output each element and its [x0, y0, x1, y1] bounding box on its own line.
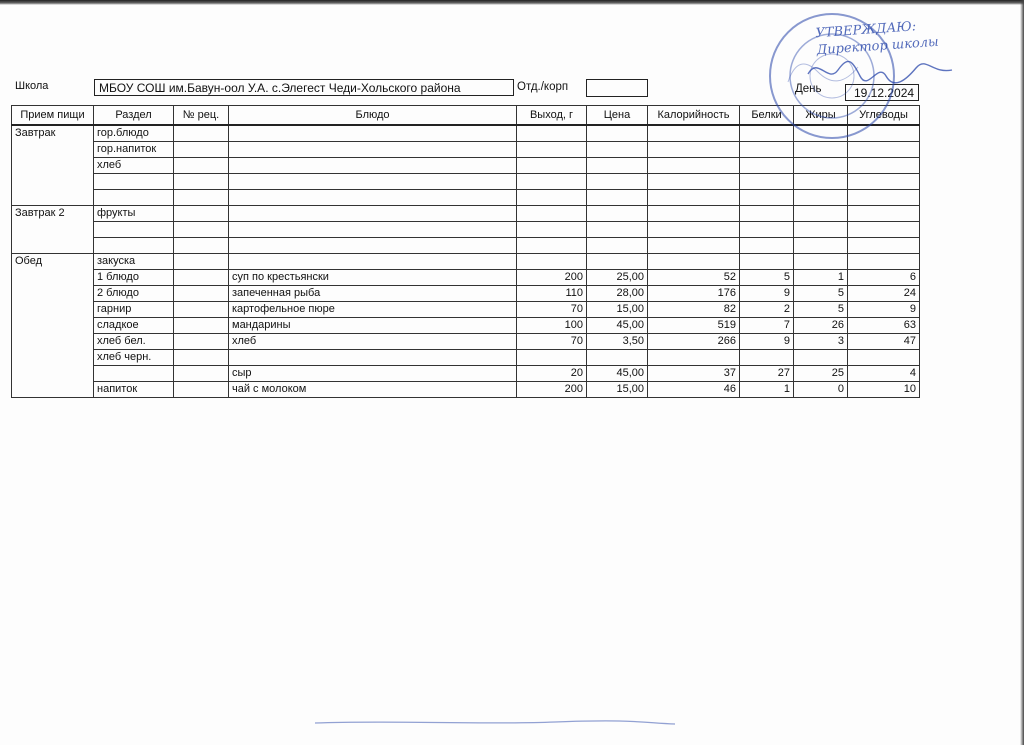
table-row	[12, 142, 920, 158]
scan-edge-top	[0, 0, 1024, 5]
meal-cell: Завтрак 2	[12, 206, 94, 254]
section-cell: сладкое	[94, 318, 174, 334]
yield-cell	[517, 238, 587, 254]
rec-cell	[174, 350, 229, 366]
section-cell	[94, 238, 174, 254]
section-cell: хлеб черн.	[94, 350, 174, 366]
dish-cell	[229, 206, 517, 222]
dish-cell: хлеб	[229, 334, 517, 350]
carbs-cell: 63	[848, 318, 920, 334]
rec-cell	[174, 302, 229, 318]
section-cell: хлеб бел.	[94, 334, 174, 350]
yield-cell: 110	[517, 286, 587, 302]
dish-cell	[229, 174, 517, 190]
table-row	[12, 334, 920, 350]
protein-cell: 2	[740, 302, 794, 318]
fat-cell: 25	[794, 366, 848, 382]
kcal-cell: 46	[648, 382, 740, 398]
kcal-cell	[648, 254, 740, 270]
price-cell	[587, 238, 648, 254]
carbs-cell	[848, 238, 920, 254]
yield-cell	[517, 254, 587, 270]
kcal-cell	[648, 350, 740, 366]
carbs-cell: 10	[848, 382, 920, 398]
kcal-cell: 266	[648, 334, 740, 350]
rec-cell	[174, 125, 229, 142]
table-row	[12, 270, 920, 286]
dish-cell	[229, 142, 517, 158]
dish-cell	[229, 238, 517, 254]
carbs-cell	[848, 190, 920, 206]
protein-cell: 27	[740, 366, 794, 382]
protein-cell: 7	[740, 318, 794, 334]
section-cell: фрукты	[94, 206, 174, 222]
rec-cell	[174, 366, 229, 382]
column-header: Цена	[587, 106, 648, 126]
yield-cell	[517, 206, 587, 222]
column-header: Выход, г	[517, 106, 587, 126]
yield-cell: 100	[517, 318, 587, 334]
dish-cell	[229, 190, 517, 206]
protein-cell: 9	[740, 286, 794, 302]
carbs-cell	[848, 142, 920, 158]
kcal-cell: 82	[648, 302, 740, 318]
kcal-cell	[648, 142, 740, 158]
table-row	[12, 286, 920, 302]
price-cell	[587, 350, 648, 366]
price-cell: 15,00	[587, 382, 648, 398]
dish-cell: мандарины	[229, 318, 517, 334]
fat-cell	[794, 222, 848, 238]
price-cell: 3,50	[587, 334, 648, 350]
meal-cell: Завтрак	[12, 125, 94, 206]
rec-cell	[174, 382, 229, 398]
price-cell: 28,00	[587, 286, 648, 302]
table-row	[12, 206, 920, 222]
kcal-cell	[648, 125, 740, 142]
column-header: Раздел	[94, 106, 174, 126]
kcal-cell	[648, 158, 740, 174]
yield-cell: 70	[517, 334, 587, 350]
table-row	[12, 158, 920, 174]
fat-cell	[794, 206, 848, 222]
price-cell: 15,00	[587, 302, 648, 318]
dish-cell: чай с молоком	[229, 382, 517, 398]
yield-cell: 200	[517, 270, 587, 286]
carbs-cell	[848, 158, 920, 174]
school-name-field: МБОУ СОШ им.Бавун-оол У.А. с.Элегест Чеди-Хольского района	[94, 79, 514, 96]
fat-cell	[794, 158, 848, 174]
kcal-cell: 519	[648, 318, 740, 334]
stamp-text: УТВЕРЖДАЮ: Директор школы	[815, 19, 940, 59]
dish-cell: запеченная рыба	[229, 286, 517, 302]
dish-cell	[229, 222, 517, 238]
fat-cell	[794, 190, 848, 206]
rec-cell	[174, 286, 229, 302]
dish-cell	[229, 158, 517, 174]
fat-cell: 5	[794, 302, 848, 318]
section-cell	[94, 174, 174, 190]
section-cell	[94, 222, 174, 238]
yield-cell: 200	[517, 382, 587, 398]
rec-cell	[174, 254, 229, 270]
section-cell: гор.блюдо	[94, 125, 174, 142]
carbs-cell: 4	[848, 366, 920, 382]
carbs-cell	[848, 254, 920, 270]
dish-cell	[229, 254, 517, 270]
protein-cell	[740, 158, 794, 174]
dish-cell	[229, 125, 517, 142]
otd-label: Отд./корп	[517, 81, 569, 93]
fat-cell	[794, 174, 848, 190]
yield-cell: 70	[517, 302, 587, 318]
column-header: Блюдо	[229, 106, 517, 126]
price-cell	[587, 158, 648, 174]
price-cell	[587, 222, 648, 238]
rec-cell	[174, 142, 229, 158]
protein-cell	[740, 254, 794, 270]
section-cell: напиток	[94, 382, 174, 398]
fat-cell: 3	[794, 334, 848, 350]
otd-field	[586, 79, 648, 97]
column-header: Прием пищи	[12, 106, 94, 126]
kcal-cell	[648, 222, 740, 238]
carbs-cell: 6	[848, 270, 920, 286]
section-cell	[94, 366, 174, 382]
price-cell	[587, 206, 648, 222]
price-cell	[587, 142, 648, 158]
protein-cell: 9	[740, 334, 794, 350]
signature-icon	[806, 54, 956, 84]
fat-cell	[794, 142, 848, 158]
rec-cell	[174, 190, 229, 206]
school-label: Школа	[15, 80, 49, 92]
price-cell	[587, 125, 648, 142]
rec-cell	[174, 206, 229, 222]
yield-cell: 20	[517, 366, 587, 382]
table-row	[12, 238, 920, 254]
dish-cell: суп по крестьянски	[229, 270, 517, 286]
yield-cell	[517, 125, 587, 142]
fat-cell: 1	[794, 270, 848, 286]
section-cell	[94, 190, 174, 206]
fat-cell	[794, 254, 848, 270]
carbs-cell	[848, 350, 920, 366]
column-header: Белки	[740, 106, 794, 126]
yield-cell	[517, 158, 587, 174]
dish-cell	[229, 350, 517, 366]
table-row	[12, 222, 920, 238]
carbs-cell: 47	[848, 334, 920, 350]
section-cell: закуска	[94, 254, 174, 270]
column-header: Калорийность	[648, 106, 740, 126]
protein-cell	[740, 142, 794, 158]
table-row	[12, 302, 920, 318]
protein-cell	[740, 222, 794, 238]
section-cell: хлеб	[94, 158, 174, 174]
carbs-cell	[848, 222, 920, 238]
table-row	[12, 190, 920, 206]
fat-cell	[794, 350, 848, 366]
table-row	[12, 174, 920, 190]
fat-cell: 26	[794, 318, 848, 334]
kcal-cell: 176	[648, 286, 740, 302]
column-header: № рец.	[174, 106, 229, 126]
price-cell: 45,00	[587, 366, 648, 382]
price-cell: 45,00	[587, 318, 648, 334]
rec-cell	[174, 270, 229, 286]
kcal-cell: 52	[648, 270, 740, 286]
rec-cell	[174, 334, 229, 350]
kcal-cell	[648, 206, 740, 222]
dish-cell: сыр	[229, 366, 517, 382]
carbs-cell	[848, 206, 920, 222]
rec-cell	[174, 158, 229, 174]
table-row	[12, 254, 920, 270]
price-cell	[587, 254, 648, 270]
column-header: Углеводы	[848, 106, 920, 126]
meal-cell: Обед	[12, 254, 94, 398]
fat-cell: 5	[794, 286, 848, 302]
day-label: День	[795, 83, 822, 95]
table-row	[12, 350, 920, 366]
section-cell: гарнир	[94, 302, 174, 318]
scan-edge-right	[1020, 0, 1024, 745]
yield-cell	[517, 350, 587, 366]
kcal-cell	[648, 174, 740, 190]
protein-cell	[740, 206, 794, 222]
protein-cell	[740, 238, 794, 254]
protein-cell	[740, 190, 794, 206]
protein-cell: 5	[740, 270, 794, 286]
menu-table	[11, 105, 920, 398]
carbs-cell: 24	[848, 286, 920, 302]
table-row	[12, 318, 920, 334]
menu-table-body	[12, 125, 920, 398]
dish-cell: картофельное пюре	[229, 302, 517, 318]
kcal-cell: 37	[648, 366, 740, 382]
price-cell	[587, 174, 648, 190]
rec-cell	[174, 222, 229, 238]
yield-cell	[517, 222, 587, 238]
kcal-cell	[648, 238, 740, 254]
rec-cell	[174, 174, 229, 190]
fat-cell: 0	[794, 382, 848, 398]
protein-cell: 1	[740, 382, 794, 398]
yield-cell	[517, 142, 587, 158]
rec-cell	[174, 318, 229, 334]
rec-cell	[174, 238, 229, 254]
protein-cell	[740, 350, 794, 366]
section-cell: 1 блюдо	[94, 270, 174, 286]
table-row	[12, 382, 920, 398]
section-cell: 2 блюдо	[94, 286, 174, 302]
price-cell	[587, 190, 648, 206]
yield-cell	[517, 174, 587, 190]
carbs-cell: 9	[848, 302, 920, 318]
yield-cell	[517, 190, 587, 206]
price-cell: 25,00	[587, 270, 648, 286]
day-field: 19.12.2024	[845, 84, 919, 101]
table-row	[12, 366, 920, 382]
section-cell: гор.напиток	[94, 142, 174, 158]
kcal-cell	[648, 190, 740, 206]
protein-cell	[740, 174, 794, 190]
carbs-cell	[848, 174, 920, 190]
column-header: Жиры	[794, 106, 848, 126]
fat-cell	[794, 238, 848, 254]
pen-mark-icon	[315, 717, 675, 729]
